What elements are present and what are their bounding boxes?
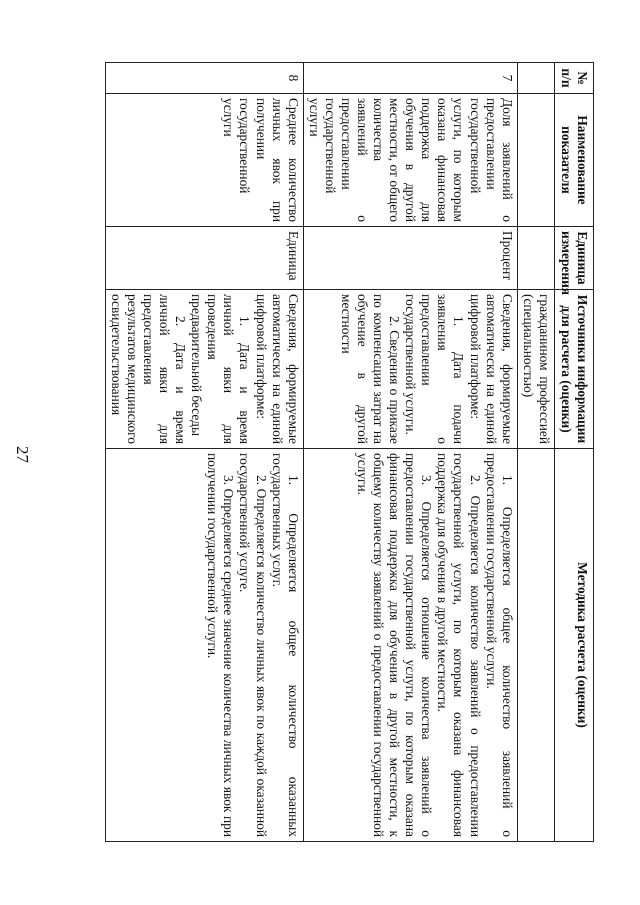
indicator-name: Доля заявлений о предоставлении государственной услуги, по которым оказана финансовая поддержка для обучения в другой местности, от общего количества заявлений о предоставлении государственной услуги — [303, 94, 517, 227]
source-item: 1. Дата подачи заявления о предоставлении государственной услуги. — [403, 294, 467, 444]
method-step: 3. Определяется среднее значение количества личных явок при получении государственной услуги. — [205, 453, 237, 837]
source-item: 1. Дата и время личной явки для проведения предварительной беседы — [189, 294, 253, 444]
method-step: 2. Определяется количество личных явок по каждой оказанной государственной услуге. — [237, 453, 269, 837]
header-sources: Источники информации для расчета (оценки) — [554, 290, 593, 449]
info-sources — [303, 290, 517, 449]
cell-empty — [517, 227, 554, 290]
row-number: 7 — [303, 63, 517, 94]
header-number: № п/п — [554, 63, 593, 94]
method-step: 2. Определяется количество заявлений о предоставлении государственной услуги, по которым оказана финансовая поддержка для обучения в другой местности. — [435, 453, 483, 837]
unit-of-measure: Процент — [303, 227, 517, 290]
source-item: 2. Дата и время личной явки для предоставления результатов медицинского освидетельствования — [108, 294, 189, 444]
table-row — [303, 63, 517, 842]
cell-empty — [517, 94, 554, 227]
source-intro: Сведения, формируемые автоматически на единой цифровой платформе: — [467, 294, 515, 444]
rotated-table-container — [54, 62, 594, 842]
table-row-continuation — [517, 63, 554, 842]
source-intro: Сведения, формируемые автоматически на единой цифровой платформе: — [253, 294, 301, 444]
table-row — [105, 63, 303, 842]
method-step: 1. Определяется общее количество оказанных государственных услуг. — [269, 453, 301, 837]
header-indicator-name: Наименование показателя — [554, 94, 593, 227]
cell-empty — [517, 449, 554, 842]
info-sources — [105, 290, 303, 449]
unit-of-measure: Единица — [105, 227, 303, 290]
calculation-method — [105, 449, 303, 842]
header-unit: Единица измерения — [554, 227, 593, 290]
calculation-method — [303, 449, 517, 842]
method-step: 1. Определяется общее количество заявлений о предоставлении государственной услуги. — [483, 453, 515, 837]
indicators-table — [105, 62, 594, 842]
page-number: 27 — [13, 446, 32, 463]
method-step: 3. Определяется отношение количества заявлений о предоставлении государственной услуги, по которым оказана финансовая поддержка для обучения в другой местности, к общему количеству заявлений о предоставлении государственной услуги. — [354, 453, 435, 837]
header-method: Методика расчета (оценки) — [554, 449, 593, 842]
table-header-row — [554, 63, 593, 842]
cell-source-continuation: гражданином профессией (специальностью) — [517, 290, 554, 449]
source-item: 2. Сведения о приказе по компенсации затрат на обучение в другой местности — [338, 294, 403, 444]
indicator-name: Среднее количество личных явок при получении государственной услуги — [105, 94, 303, 227]
row-number: 8 — [105, 63, 303, 94]
cell-empty — [517, 63, 554, 94]
